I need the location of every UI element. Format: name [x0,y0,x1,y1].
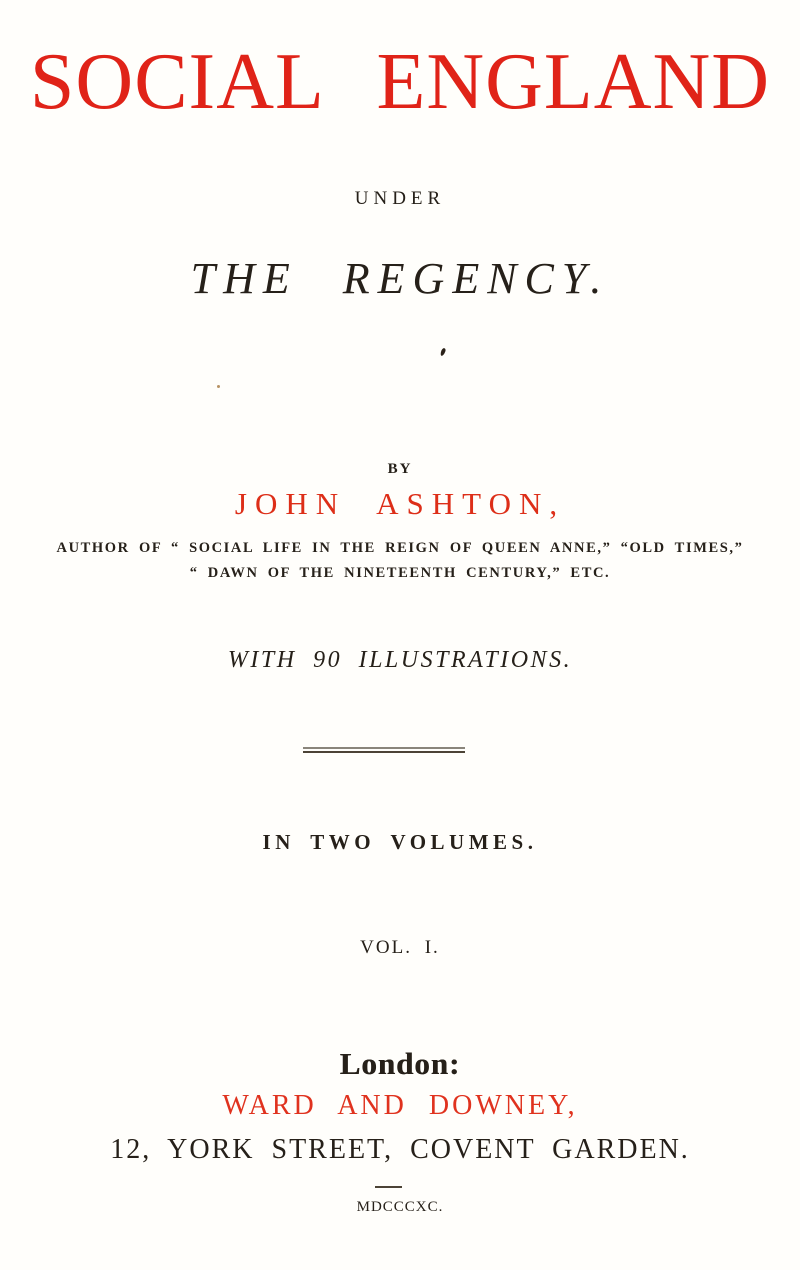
print-speck-comma [440,348,447,356]
author-credits-line1: AUTHOR OF “ SOCIAL LIFE IN THE REIGN OF QUEEN ANNE,” “OLD TIMES,” [56,540,744,556]
byline-label: BY [387,461,413,477]
book-subtitle: THE REGENCY. [190,254,610,303]
double-rule-divider [303,747,465,753]
imprint-address: 12, YORK STREET, COVENT GARDEN. [110,1134,690,1165]
print-speck-dot [217,385,220,388]
illustrations-note: WITH 90 ILLUSTRATIONS. [227,647,573,673]
volumes-note: IN TWO VOLUMES. [262,830,538,854]
imprint-city: London: [339,1046,461,1081]
divider-line-top [303,747,465,749]
book-title: SOCIAL ENGLAND [29,38,771,126]
author-name: JOHN ASHTON, [234,486,566,521]
subtitle-prefix: UNDER [354,188,446,209]
author-credits-line2: “ DAWN OF THE NINETEENTH CENTURY,” ETC. [189,565,611,581]
imprint-year: MDCCCXC. [356,1199,444,1215]
imprint-rule [375,1186,402,1188]
imprint-publisher: WARD AND DOWNEY, [222,1090,578,1121]
divider-line-bottom [303,751,465,753]
volume-number: VOL. I. [360,937,440,958]
